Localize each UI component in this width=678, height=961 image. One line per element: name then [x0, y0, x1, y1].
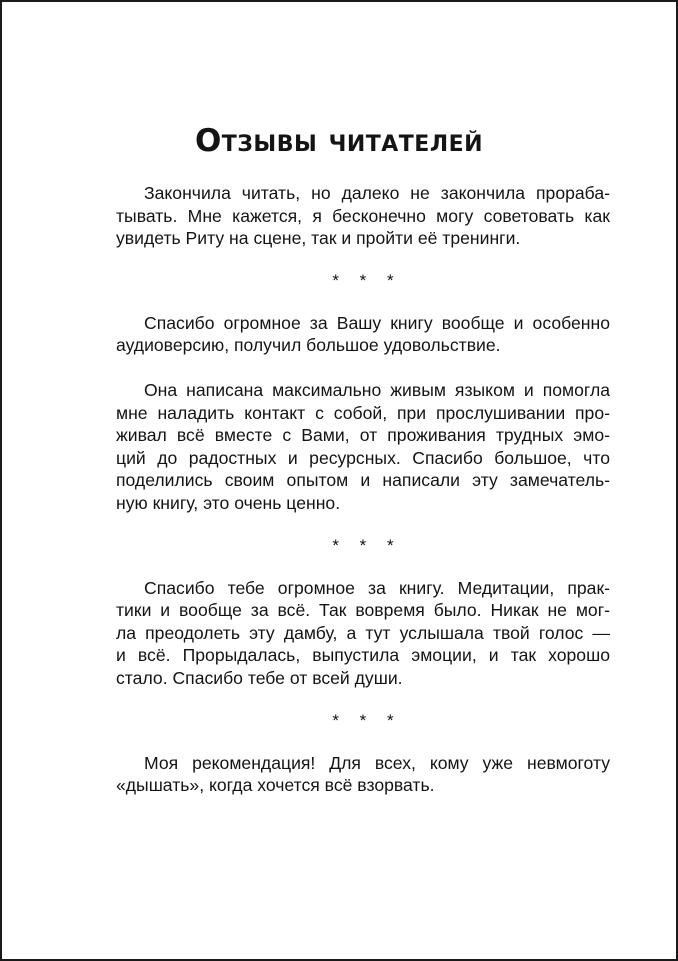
review-4 — [116, 752, 610, 797]
review-1 — [116, 182, 610, 250]
review-3-line-1: Спасибо тебе огромное за книгу. Медитации, прак- — [144, 577, 610, 598]
reviews-body — [116, 182, 610, 797]
separator-2: * * * — [332, 535, 402, 555]
review-2-paragraph-1 — [116, 312, 610, 357]
review-2-p2-line-3: живал всё вместе с Вами, от проживания трудных эмо- — [116, 425, 610, 446]
review-3 — [116, 577, 610, 690]
review-2-p2-line-4: ций до радостных и ресурсных. Спасибо большое, что — [116, 447, 610, 468]
review-2-p2-line-2: мне наладить контакт с собой, при прослушивании про- — [116, 402, 610, 423]
review-2-p2-line-6: ную книгу, это очень ценно. — [116, 492, 341, 513]
review-3-line-4: и всё. Прорыдалась, выпустила эмоции, и так хорошо — [116, 645, 610, 666]
review-3-line-5: стало. Спасибо тебе от всей души. — [116, 667, 403, 688]
review-1-line-1: Закончила читать, но далеко не закончила прораба- — [144, 183, 610, 203]
review-2-p2-line-5: поделились своим опытом и написали эту замечатель- — [116, 470, 610, 491]
review-2-p1-line-1: Спасибо огромное за Вашу книгу вообще и особенно — [144, 312, 610, 333]
review-2-p2-line-1: Она написана максимально живым языком и помогла — [144, 379, 610, 400]
review-4-line-1: Моя рекомендация! Для всех, кому уже невмоготу — [144, 752, 610, 773]
review-2-p1-line-2: аудиоверсию, получил большое удовольствие. — [116, 335, 501, 356]
review-1-line-3: увидеть Риту на сцене, так и пройти её тренинги. — [116, 228, 521, 249]
review-1-line-2: тывать. Мне кажется, я бесконечно могу советовать как — [116, 205, 610, 226]
page-title: Отзывы читателей — [194, 123, 484, 159]
review-2-paragraph-2 — [116, 379, 610, 515]
review-3-line-3: ла преодолеть эту дамбу, а тут услышала твой голос — — [116, 622, 610, 643]
separator-3: * * * — [332, 710, 402, 730]
separator-1: * * * — [332, 270, 402, 290]
review-3-line-2: тики и вообще за всё. Так вовремя было. Никак не мог- — [116, 600, 610, 621]
review-4-line-2: «дышать», когда хочется всё взорвать. — [116, 775, 435, 796]
